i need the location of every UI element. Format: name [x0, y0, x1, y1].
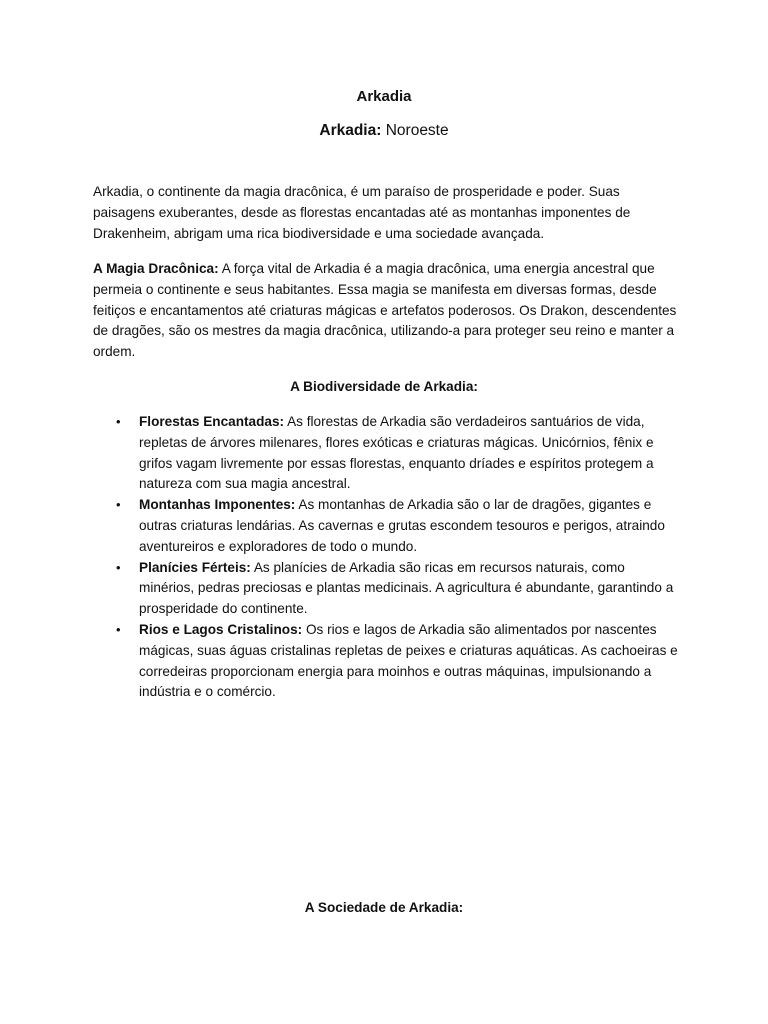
bullet-icon: • [116, 497, 121, 513]
list-item-text: As planícies de Arkadia são ricas em recursos naturais, como minérios, pedras preciosas e plantas medicinais. A agricultura é abundante, garantindo a prosperidade do continente. [139, 559, 674, 617]
bullet-icon: • [116, 621, 121, 637]
list-item-term: Florestas Encantadas: [139, 414, 285, 429]
list-item-text: Os rios e lagos de Arkadia são alimentados por nascentes mágicas, suas águas cristalinas repletas de peixes e criaturas aquáticas. As cachoeiras e corredeiras proporcionam energia para moinhos e outras máquinas, impulsionando a indústria e o comércio. [139, 621, 678, 700]
bullet-icon: • [116, 559, 121, 575]
list-item [113, 412, 679, 495]
society-heading: A Sociedade de Arkadia: [304, 900, 464, 915]
subtitle-value: Noroeste [385, 122, 449, 139]
subtitle-label: Arkadia: [319, 122, 382, 139]
list-item-term: Planícies Férteis: [139, 559, 251, 575]
list-item [113, 620, 679, 703]
list-item-text: As montanhas de Arkadia são o lar de dragões, gigantes e outras criaturas lendárias. As cavernas e grutas escondem tesouros e perigos, atraindo aventureiros e exploradores de todo o mundo. [139, 497, 665, 554]
list-item-term: Montanhas Imponentes: [139, 497, 296, 513]
biodiversity-list [113, 412, 679, 703]
bullet-icon: • [116, 414, 121, 429]
list-item [113, 558, 679, 620]
document-title: Arkadia [356, 88, 412, 105]
intro-paragraph: Arkadia, o continente da magia dracônica, é um paraíso de prosperidade e poder. Suas paisagens exuberantes, desde as florestas encantadas até as montanhas imponentes de Drakenheim, abrigam uma rica biodiversidade e uma sociedade avançada. [93, 184, 631, 241]
magic-paragraph [93, 259, 683, 363]
document-subtitle [0, 121, 768, 141]
list-item-text: As florestas de Arkadia são verdadeiros santuários de vida, repletas de árvores milenares, flores exóticas e criaturas mágicas. Unicórnios, fênix e grifos vagam livremente por essas florestas, enquanto dríades e espíritos protegem a natureza com sua magia ancestral. [139, 414, 654, 492]
magic-paragraph-lead: A Magia Dracônica: [93, 261, 219, 276]
list-item [113, 495, 679, 557]
biodiversity-heading: A Biodiversidade de Arkadia: [290, 379, 478, 394]
list-item-term: Rios e Lagos Cristalinos: [139, 621, 303, 637]
magic-paragraph-text: A força vital de Arkadia é a magia dracônica, uma energia ancestral que permeia o continente e seus habitantes. Essa magia se manifesta em diversas formas, desde feitiços e encantamentos até criaturas mágicas e artefatos poderosos. Os Drakon, descendentes de dragões, são os mestres da magia dracônica, utilizando-a para proteger seu reino e manter a ordem. [93, 261, 677, 360]
